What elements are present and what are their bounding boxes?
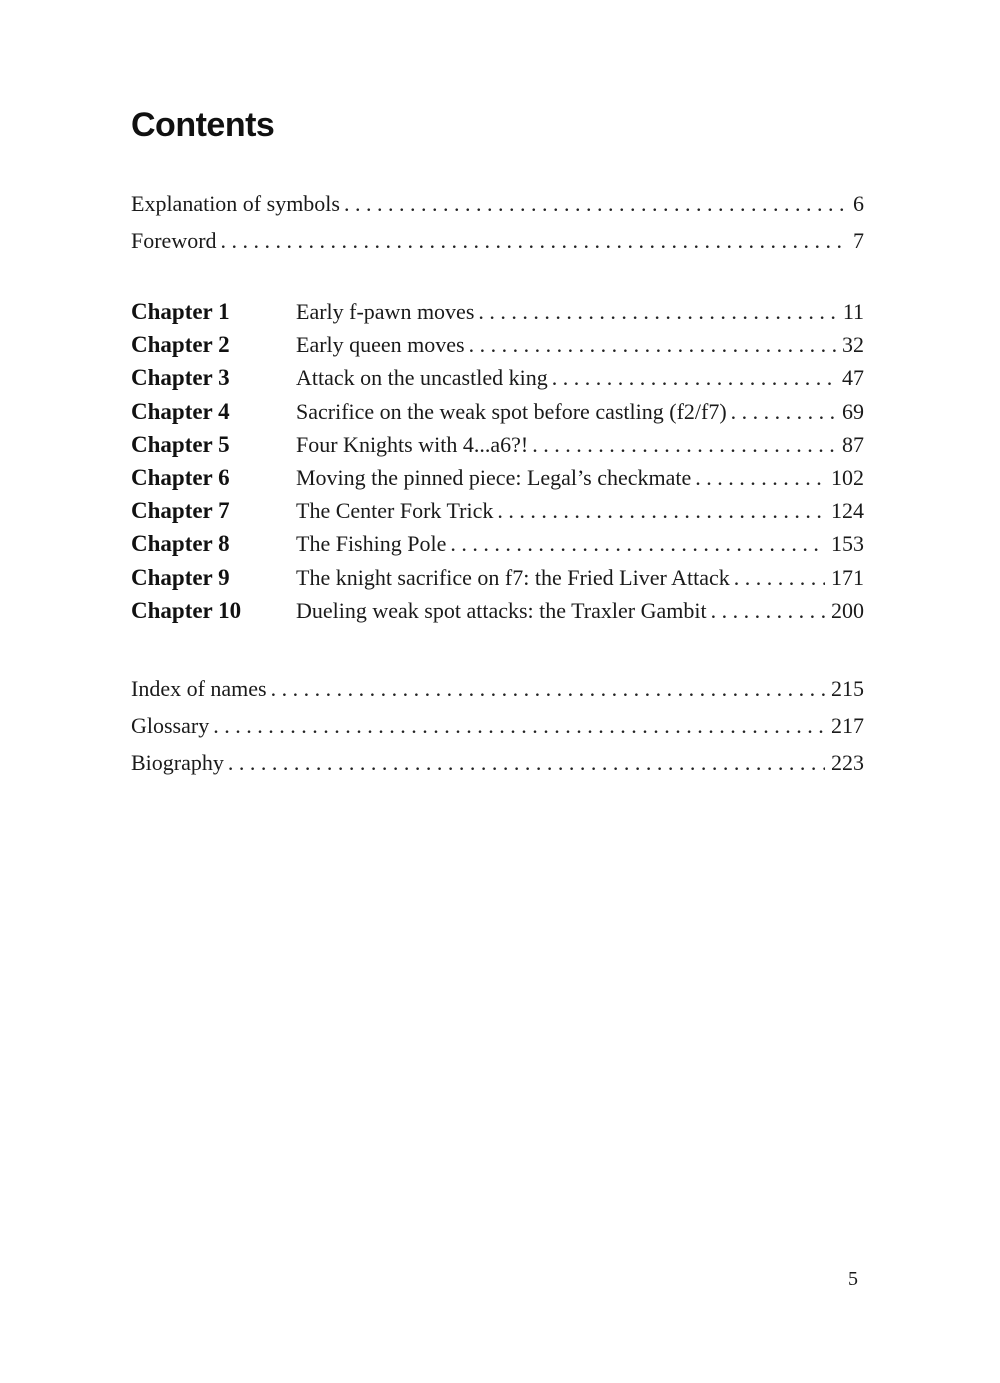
toc-chapter-row[interactable]	[131, 531, 864, 564]
dot-leader	[228, 750, 825, 776]
dot-leader	[344, 191, 844, 217]
dot-leader	[731, 399, 836, 425]
chapter-page: 124	[831, 498, 864, 524]
chapter-title: Four Knights with 4...a6?!	[296, 431, 529, 457]
toc-chapter-row[interactable]	[131, 565, 864, 598]
chapter-label: Chapter 5	[131, 431, 230, 457]
toc-entry-symbols[interactable]	[131, 191, 864, 228]
toc-entry-index[interactable]	[131, 676, 864, 713]
page-title: Contents	[131, 106, 275, 144]
toc-chapter-row[interactable]	[131, 432, 864, 465]
dot-leader	[695, 465, 825, 491]
dot-leader	[711, 598, 825, 624]
toc-entry-page: 215	[831, 676, 864, 701]
toc-entry-foreword[interactable]	[131, 228, 864, 265]
dot-leader	[213, 713, 825, 739]
toc-entry-title: Glossary	[131, 713, 210, 738]
dot-leader	[271, 676, 825, 702]
toc-chapter-row[interactable]	[131, 332, 864, 365]
page-number: 5	[848, 1268, 858, 1290]
toc-entry-page: 6	[853, 191, 864, 216]
toc-chapter-row[interactable]	[131, 399, 864, 432]
chapter-title: Sacrifice on the weak spot before castling (f2/f7)	[296, 398, 727, 424]
toc-chapter-row[interactable]	[131, 365, 864, 398]
toc-chapter-row[interactable]	[131, 465, 864, 498]
chapter-page: 153	[831, 531, 864, 557]
chapter-page: 11	[842, 299, 864, 324]
chapter-title: Dueling weak spot attacks: the Traxler Gambit	[296, 597, 707, 623]
dot-leader	[450, 531, 825, 557]
chapter-page: 47	[842, 365, 864, 391]
dot-leader	[478, 299, 836, 325]
back-matter-list	[131, 676, 864, 787]
dot-leader	[734, 565, 825, 591]
chapter-label: Chapter 2	[131, 332, 230, 358]
chapter-label: Chapter 8	[131, 531, 230, 557]
chapter-label: Chapter 7	[131, 498, 230, 524]
chapter-page: 102	[831, 464, 864, 490]
chapter-label: Chapter 1	[131, 299, 230, 324]
front-matter-list	[131, 191, 864, 265]
toc-entry-page: 7	[853, 228, 864, 253]
chapter-label: Chapter 3	[131, 365, 230, 391]
chapter-page: 200	[831, 597, 864, 623]
dot-leader	[469, 332, 836, 358]
dot-leader	[497, 498, 825, 524]
toc-chapter-row[interactable]	[131, 299, 864, 332]
chapter-title: Attack on the uncastled king	[296, 365, 548, 391]
chapter-label: Chapter 6	[131, 464, 230, 490]
toc-entry-title: Biography	[131, 750, 224, 775]
toc-entry-title: Index of names	[131, 676, 267, 701]
toc-entry-title: Foreword	[131, 228, 217, 253]
toc-entry-biography[interactable]	[131, 750, 864, 787]
chapter-page: 69	[842, 398, 864, 424]
chapter-label: Chapter 10	[131, 597, 242, 623]
toc-entry-title: Explanation of symbols	[131, 191, 340, 216]
toc-chapter-row[interactable]	[131, 598, 864, 631]
chapter-title: The knight sacrifice on f7: the Fried Liver Attack	[296, 564, 730, 590]
chapter-label: Chapter 9	[131, 564, 230, 590]
chapter-page: 32	[842, 332, 864, 358]
chapter-title: Early queen moves	[296, 332, 465, 358]
chapter-title: The Center Fork Trick	[296, 498, 494, 524]
chapter-title: Early f-pawn moves	[296, 299, 475, 324]
chapter-list	[131, 299, 864, 631]
toc-entry-page: 217	[831, 713, 864, 738]
dot-leader	[221, 228, 844, 254]
chapter-title: The Fishing Pole	[296, 531, 447, 557]
toc-entry-glossary[interactable]	[131, 713, 864, 750]
chapter-page: 171	[831, 564, 864, 590]
chapter-page: 87	[842, 431, 864, 457]
dot-leader	[532, 432, 836, 458]
chapter-label: Chapter 4	[131, 398, 230, 424]
dot-leader	[552, 365, 836, 391]
toc-entry-page: 223	[831, 750, 864, 775]
chapter-title: Moving the pinned piece: Legal’s checkmate	[296, 464, 692, 490]
toc-chapter-row[interactable]	[131, 498, 864, 531]
contents-page	[131, 0, 864, 1383]
